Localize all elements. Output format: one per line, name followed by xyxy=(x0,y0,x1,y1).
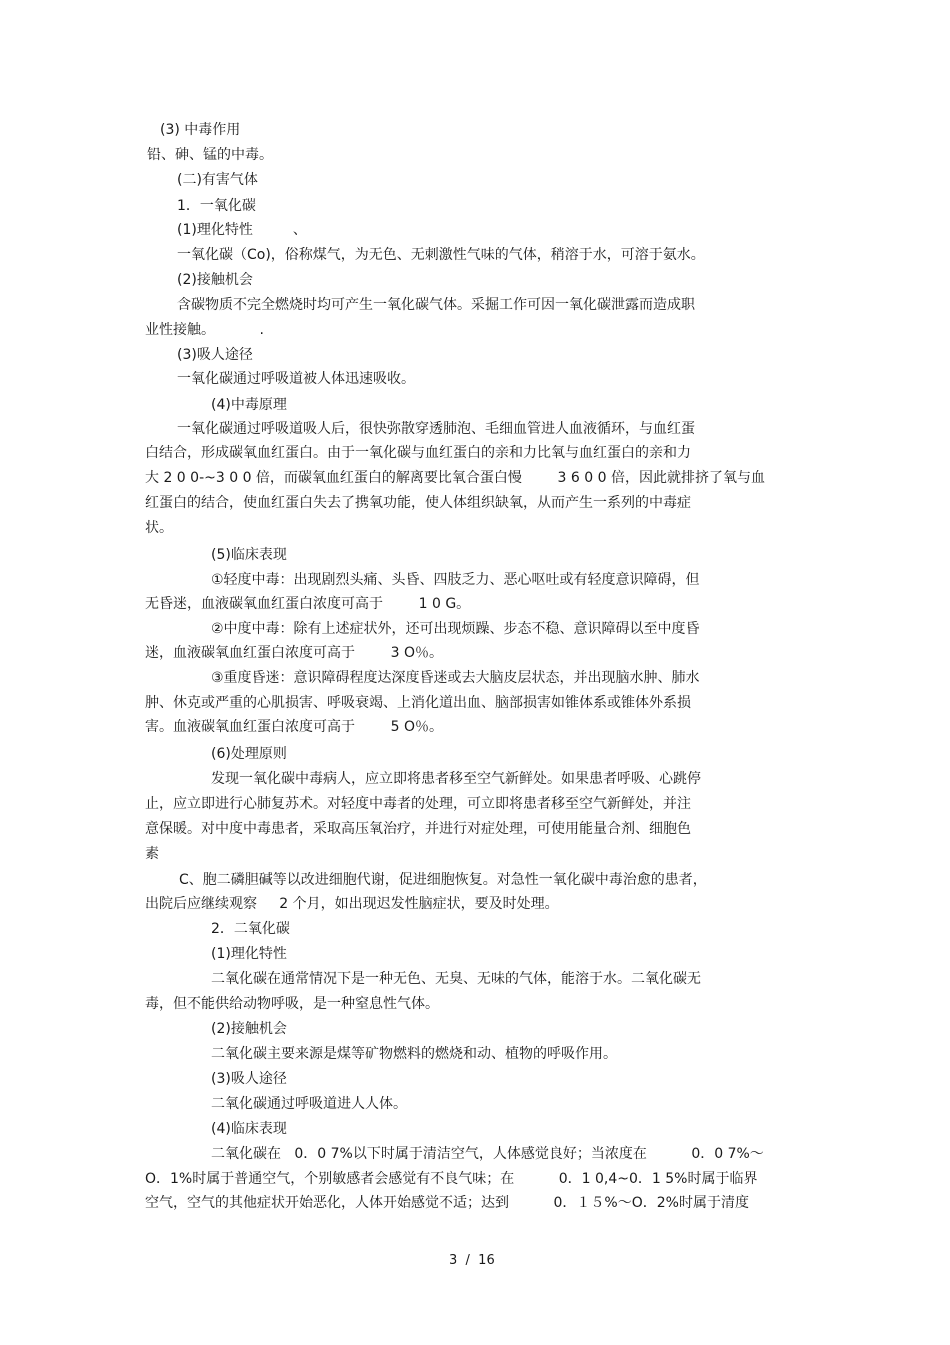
paragraph-line: 二氧化碳在 0．0 7%以下时属于清洁空气，人体感觉良好；当浓度在 0．0 7%～ xyxy=(211,1146,764,1162)
page-number: 3 / 16 xyxy=(449,1253,495,1268)
paragraph-line: 一氧化碳通过呼吸道被人体迅速吸收。 xyxy=(177,371,415,387)
paragraph-line: ①轻度中毒：出现剧烈头痛、头昏、四肢乏力、恶心呕吐或有轻度意识障碍，但 xyxy=(211,572,700,588)
paragraph-line: 含碳物质不完全燃烧时均可产生一氧化碳气体。采掘工作可因一氧化碳泄露而造成职 xyxy=(177,297,695,313)
heading-treatment-principle: (6)处理原则 xyxy=(211,746,287,762)
paragraph-line: 迷，血液碳氧血红蛋白浓度可高于 3 O％。 xyxy=(145,645,443,661)
paragraph-line: 白结合，形成碳氧血红蛋白。由于一氧化碳与血红蛋白的亲和力比氧与血红蛋白的亲和力 xyxy=(145,445,691,461)
paragraph-line: 铅、砷、锰的中毒。 xyxy=(147,147,273,163)
paragraph-line: 业性接触。 . xyxy=(145,322,264,338)
paragraph-line: ③重度昏迷：意识障碍程度达深度昏迷或去大脑皮层状态，并出现脑水肿、肺水 xyxy=(211,670,700,686)
subsection-heading-carbon-dioxide: 2．二氧化碳 xyxy=(211,921,290,937)
heading-clinical-manifestation: (5)临床表现 xyxy=(211,547,287,563)
paragraph-line: 空气，空气的其他症状开始恶化，人体开始感觉不适；达到 0．１５%～O．2%时属于清度 xyxy=(145,1195,749,1211)
paragraph-line: 素 xyxy=(145,846,159,862)
paragraph-line: 害。血液碳氧血红蛋白浓度可高于 5 O％。 xyxy=(145,719,443,735)
heading-physical-chemical-properties: (1)理化特性 xyxy=(211,946,287,962)
heading-exposure-opportunity: (2)接触机会 xyxy=(177,272,253,288)
paragraph-line: 二氧化碳通过呼吸道进人人体。 xyxy=(211,1096,407,1112)
paragraph-line: 大 2 0 0-~3 0 0 倍，而碳氧血红蛋白的解离要比氧合蛋白慢 3 6 0 0 倍，因此就排挤了氧与血 xyxy=(145,470,765,486)
paragraph-line: 意保暖。对中度中毒患者，采取高压氧治疗，并进行对症处理，可使用能量合剂、细胞色 xyxy=(145,821,691,837)
paragraph-line: 肿、休克或严重的心肌损害、呼吸衰竭、上消化道出血、脑部损害如锥体系或锥体外系损 xyxy=(145,695,691,711)
paragraph-line: 红蛋白的结合，使血红蛋白失去了携氧功能，使人体组织缺氧，从而产生一系列的中毒症 xyxy=(145,495,691,511)
subsection-heading-carbon-monoxide: 1．一氧化碳 xyxy=(177,198,256,214)
section-heading-harmful-gases: (二)有害气体 xyxy=(177,172,258,188)
paragraph-line: 发现一氧化碳中毒病人，应立即将患者移至空气新鲜处。如果患者呼吸、心跳停 xyxy=(211,771,701,787)
heading-clinical-manifestation: (4)临床表现 xyxy=(211,1121,287,1137)
heading-intake-route: (3)吸人途径 xyxy=(177,347,253,363)
paragraph-line: 无昏迷，血液碳氧血红蛋白浓度可高于 1 0 G。 xyxy=(145,596,471,612)
paragraph-line: 止，应立即进行心肺复苏术。对轻度中毒者的处理，可立即将患者移至空气新鲜处，并注 xyxy=(145,796,691,812)
paragraph-line: 二氧化碳在通常情况下是一种无色、无臭、无味的气体，能溶于水。二氧化碳无 xyxy=(211,971,701,987)
paragraph-line: C、胞二磷胆碱等以改进细胞代谢，促进细胞恢复。对急性一氧化碳中毒治愈的患者， xyxy=(179,872,707,888)
paragraph-line: 一氧化碳通过呼吸道吸人后，很快弥散穿透肺泡、毛细血管进人血液循环，与血红蛋 xyxy=(177,421,695,437)
paragraph-line: O．1%时属于普通空气，个别敏感者会感觉有不良气味；在 0．1 0,4~0．1 5%时属于临界 xyxy=(145,1171,758,1187)
paragraph-line: 毒，但不能供给动物呼吸，是一种窒息性气体。 xyxy=(145,996,439,1012)
heading-intake-route: (3)吸人途径 xyxy=(211,1071,287,1087)
paragraph-line: ②中度中毒：除有上述症状外，还可出现烦躁、步态不稳、意识障碍以至中度昏 xyxy=(211,621,700,637)
paragraph-line: 出院后应继续观察 2 个月，如出现迟发性脑症状，要及时处理。 xyxy=(145,896,559,912)
heading-poisoning-effect: (3) 中毒作用 xyxy=(160,122,241,138)
heading-exposure-opportunity: (2)接触机会 xyxy=(211,1021,287,1037)
heading-poisoning-mechanism: (4)中毒原理 xyxy=(211,397,287,413)
paragraph-line: 一氧化碳（Co)，俗称煤气，为无色、无刺激性气味的气体，稍溶于水，可溶于氨水。 xyxy=(177,247,705,263)
heading-physical-chemical-properties: (1)理化特性 、 xyxy=(177,222,307,238)
paragraph-line: 二氧化碳主要来源是煤等矿物燃料的燃烧和动、植物的呼吸作用。 xyxy=(211,1046,617,1062)
paragraph-line: 状。 xyxy=(145,520,173,536)
